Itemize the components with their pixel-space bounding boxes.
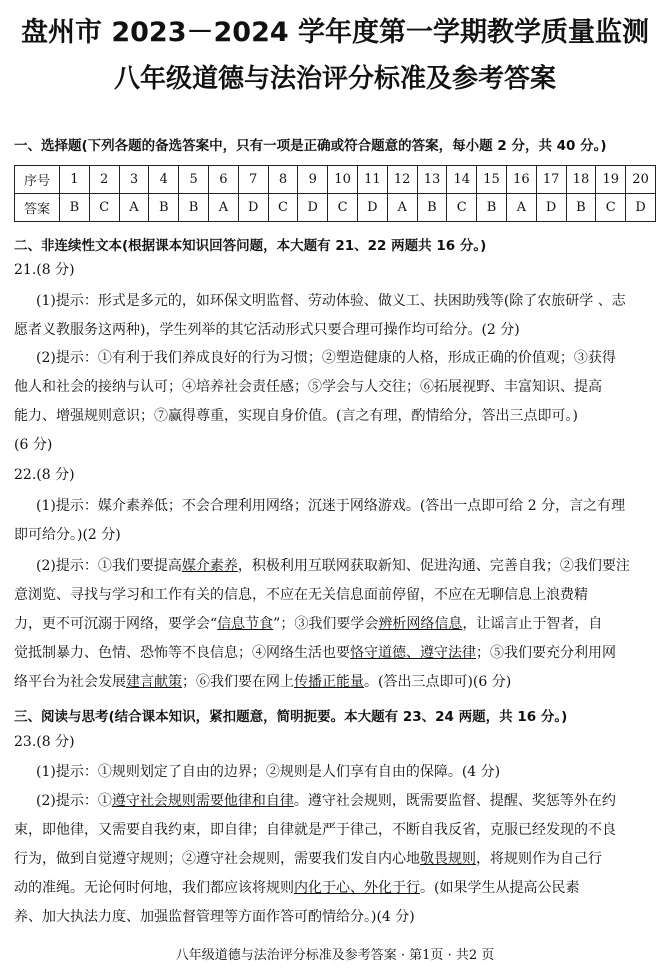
table-cell-answer: C xyxy=(268,194,298,222)
q23-part1: (1)提示：①规则划定了自由的边界；②规则是人们享有自由的保障。(4 分) xyxy=(36,764,501,780)
section-heading-text: 二、非连续性文本(根据课本知识回答问题，本大题有 21、22 两题共 16 分。) xyxy=(14,238,487,254)
table-cell-number: 13 xyxy=(417,166,447,194)
table-cell-answer: C xyxy=(89,194,119,222)
table-cell-number: 15 xyxy=(477,166,507,194)
table-cell-answer: B xyxy=(60,194,90,222)
table-cell-number: 8 xyxy=(268,166,298,194)
text-segment: ，将规则作为自己行 xyxy=(476,851,602,867)
table-cell-answer: D xyxy=(298,194,328,222)
underlined-keyword: 信息节食 xyxy=(217,616,274,632)
document-title: 盘州市 2023－2024 学年度第一学期教学质量监测 xyxy=(20,17,650,48)
table-cell-answer: B xyxy=(417,194,447,222)
q21-part2-line1: (2)提示：①有利于我们养成良好的行为习惯；②塑造健康的人格，形成正确的价值观；③获得 xyxy=(36,350,616,366)
table-cell-number: 16 xyxy=(506,166,536,194)
q22-part2-line5 xyxy=(14,672,656,692)
q21-part1-line1: (1)提示：形式是多元的，如环保文明监督、劳动体验、做义工、扶困助残等(除了农旅研学 、志 xyxy=(36,293,626,309)
table-cell-answer: D xyxy=(626,194,656,222)
table-cell-answer: A xyxy=(119,194,149,222)
table-cell-number: 2 xyxy=(89,166,119,194)
table-cell-number: 5 xyxy=(179,166,209,194)
q23-part2-line4 xyxy=(14,878,656,898)
underlined-keyword: 传播正能量 xyxy=(294,674,364,690)
underlined-keyword: 遵守社会规则需要他律和自律 xyxy=(111,793,294,809)
underlined-keyword: 建言献策 xyxy=(126,674,182,690)
table-cell-number: 19 xyxy=(596,166,626,194)
text-segment: 动的准绳。无论何时何地，我们都应该将规则 xyxy=(14,880,294,896)
text-segment: ，积极利用互联网获取新知、促进沟通、完善自我；②我们要注 xyxy=(237,558,630,574)
text-segment: 。(答出三点即可)(6 分) xyxy=(364,674,512,690)
q21-part2-line4: (6 分) xyxy=(14,437,53,453)
table-cell-answer: B xyxy=(477,194,507,222)
text-segment: 。遵守社会规则，既需要监督、提醒、奖惩等外在约 xyxy=(293,793,616,809)
table-cell-number: 6 xyxy=(208,166,238,194)
text-segment: (2)提示：① xyxy=(36,793,112,809)
table-header-number: 序号 xyxy=(15,166,60,194)
q23-part2-line5: 养、加大执法力度、加强监督管理等方面作答可酌情给分。)(4 分) xyxy=(14,909,415,925)
q23-part2-line1 xyxy=(36,791,658,811)
table-cell-answer: A xyxy=(506,194,536,222)
table-row-answers xyxy=(15,194,656,222)
q22-part1-line1: (1)提示：媒介素养低；不会合理利用网络；沉迷于网络游戏。(答出一点即可给 2 分，言之有理 xyxy=(36,498,626,514)
table-cell-number: 17 xyxy=(536,166,566,194)
text-segment: ；⑥我们要在网上 xyxy=(182,674,294,690)
q21-part1-line2: 愿者义教服务这两种)，学生列举的其它活动形式只要合理可操作均可给分。(2 分) xyxy=(14,322,520,338)
underlined-keyword: 恪守道德、遵守法律 xyxy=(350,645,476,661)
table-cell-number: 12 xyxy=(387,166,417,194)
table-cell-answer: A xyxy=(208,194,238,222)
table-cell-answer: C xyxy=(596,194,626,222)
document-subtitle: 八年级道德与法治评分标准及参考答案 xyxy=(113,64,556,94)
q22-part2-line3 xyxy=(14,614,656,634)
q22-part2-line2: 意浏览、寻找与学习和工作有关的信息，不应在无关信息面前停留，不应在无聊信息上浪费精 xyxy=(14,587,588,603)
table-cell-answer: D xyxy=(238,194,268,222)
q23-part2-line2: 束，即他律，又需要自我约束，即自律；自律就是严于律己，不断自我反省，克服已经发现的不良 xyxy=(14,822,616,838)
q21-part2-line3: 能力、增强规则意识；⑦赢得尊重，实现自身价值。(言之有理，酌情给分，答出三点即可。) xyxy=(14,408,578,424)
text-segment: ，让谣言止于智者，自 xyxy=(462,616,603,632)
underlined-keyword: 媒介素养 xyxy=(181,558,238,574)
table-cell-number: 9 xyxy=(298,166,328,194)
underlined-keyword: 内化于心、外化于行 xyxy=(294,880,420,896)
table-cell-number: 11 xyxy=(357,166,387,194)
text-segment: 力，更不可沉溺于网络，要学会“ xyxy=(14,616,218,632)
table-cell-answer: B xyxy=(149,194,179,222)
table-cell-number: 7 xyxy=(238,166,268,194)
page-footer: 八年级道德与法治评分标准及参考答案 · 第1页 · 共2 页 xyxy=(175,948,495,963)
table-cell-number: 4 xyxy=(149,166,179,194)
text-segment: 行为，做到自觉遵守规则；②遵守社会规则，需要我们发自内心地 xyxy=(14,851,420,867)
table-cell-number: 14 xyxy=(447,166,477,194)
q22-part1-line2: 即可给分。)(2 分) xyxy=(14,527,121,543)
question-23-heading: 23.(8 分) xyxy=(14,734,75,750)
text-segment: 觉抵制暴力、色情、恐怖等不良信息；④网络生活也要 xyxy=(14,645,350,661)
text-segment: ”；③我们要学会 xyxy=(273,616,379,632)
text-segment: (2)提示：①我们要提高 xyxy=(36,558,182,574)
table-cell-answer: C xyxy=(447,194,477,222)
table-cell-answer: B xyxy=(566,194,596,222)
section-heading-choice: 一、选择题(下列各题的备选答案中，只有一项是正确或符合题意的答案，每小题 2 分，共 40 分。) xyxy=(14,138,607,154)
underlined-keyword: 敬畏规则 xyxy=(420,851,476,867)
q21-part2-line2: 他人和社会的接纳与认可；④培养社会责任感；⑤学会与人交往；⑥拓展视野、丰富知识、提高 xyxy=(14,379,602,395)
table-cell-number: 10 xyxy=(328,166,358,194)
text-segment: 。(如果学生从提高公民素 xyxy=(420,880,580,896)
text-segment: 络平台为社会发展 xyxy=(14,674,126,690)
table-cell-answer: A xyxy=(387,194,417,222)
table-row-numbers xyxy=(15,166,656,194)
table-cell-number: 18 xyxy=(566,166,596,194)
answer-table xyxy=(14,165,656,222)
underlined-keyword: 辨析网络信息 xyxy=(378,616,463,632)
table-cell-answer: D xyxy=(536,194,566,222)
question-21-heading: 21.(8 分) xyxy=(14,262,75,278)
text-segment: ；⑤我们要充分利用网 xyxy=(476,645,616,661)
q22-part2-line4 xyxy=(14,643,656,663)
section-heading-reading: 三、阅读与思考(结合课本知识，紧扣题意，简明扼要。本大题有 23、24 两题，共 16 分。) xyxy=(14,709,568,725)
table-cell-number: 1 xyxy=(60,166,90,194)
table-cell-number: 3 xyxy=(119,166,149,194)
table-cell-answer: D xyxy=(357,194,387,222)
table-cell-answer: B xyxy=(179,194,209,222)
q23-part2-line3 xyxy=(14,849,656,869)
table-header-answer: 答案 xyxy=(15,194,60,222)
table-cell-answer: C xyxy=(328,194,358,222)
question-22-heading: 22.(8 分) xyxy=(14,467,75,483)
q22-part2-line1 xyxy=(36,556,658,576)
table-cell-number: 20 xyxy=(626,166,656,194)
